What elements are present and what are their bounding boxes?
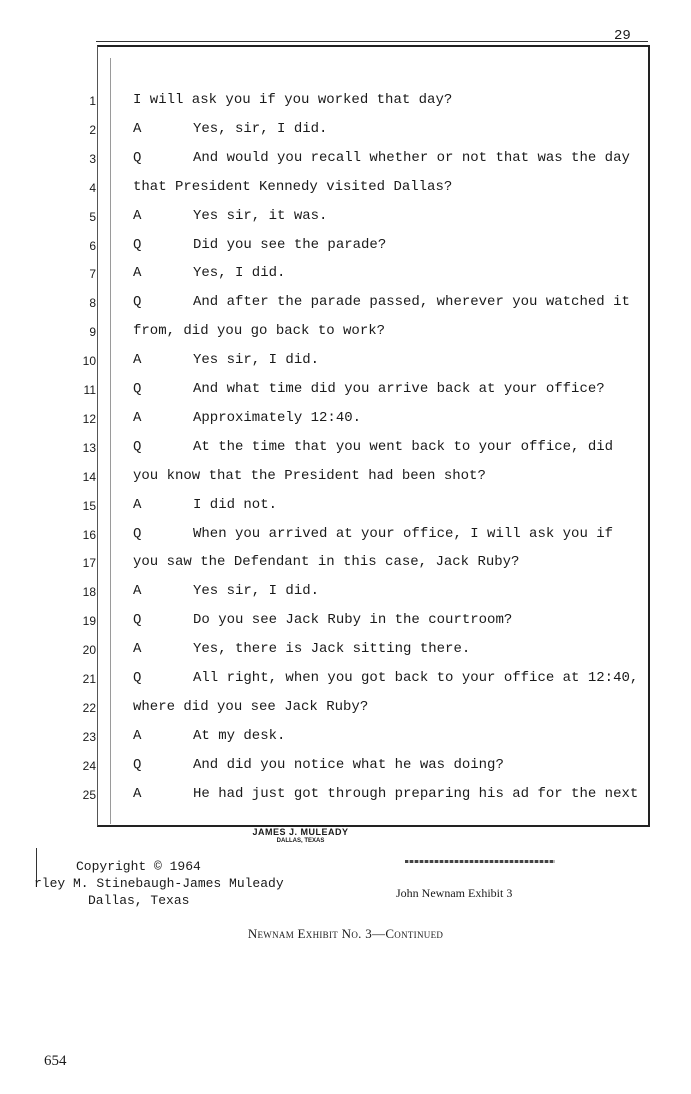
line-text: Approximately 12:40. xyxy=(193,409,362,426)
line-number: 9 xyxy=(89,325,96,340)
line-text: Yes, there is Jack sitting there. xyxy=(193,641,471,658)
reporter-name: JAMES J. MULEADY xyxy=(252,827,349,837)
transcript-line xyxy=(0,524,691,548)
speaker-label: Q xyxy=(133,236,142,253)
speaker-label: A xyxy=(133,727,142,744)
transcript-line xyxy=(0,148,691,172)
line-text: I will ask you if you worked that day? xyxy=(133,92,453,108)
redacted-scribble xyxy=(405,860,555,863)
transcript-line xyxy=(0,292,691,316)
line-text: And did you notice what he was doing? xyxy=(193,756,504,773)
line-text: Did you see the parade? xyxy=(193,236,387,253)
line-number: 8 xyxy=(89,296,96,311)
line-number: 3 xyxy=(89,151,96,166)
speaker-label: A xyxy=(133,352,142,369)
line-number: 17 xyxy=(82,556,96,571)
line-text: that President Kennedy visited Dallas? xyxy=(133,178,453,195)
transcript-line xyxy=(0,697,691,721)
transcript-line xyxy=(0,379,691,403)
speaker-label: Q xyxy=(133,438,142,455)
line-number: 4 xyxy=(89,180,96,195)
line-text: Do you see Jack Ruby in the courtroom? xyxy=(193,612,513,629)
line-text: At my desk. xyxy=(193,727,286,744)
transcript-line xyxy=(0,263,691,287)
line-number: 6 xyxy=(89,238,96,253)
reporter-stamp xyxy=(0,827,691,844)
speaker-label: Q xyxy=(133,381,142,397)
line-number: 13 xyxy=(82,440,96,455)
line-text: Yes, I did. xyxy=(193,265,286,282)
line-text: He had just got through preparing his ad for the next xyxy=(193,785,639,802)
transcript-line xyxy=(0,206,691,230)
line-number: 12 xyxy=(82,411,96,426)
line-text: you saw the Defendant in this case, Jack Ruby? xyxy=(133,554,520,571)
transcript-line xyxy=(0,784,691,808)
reporter-city: DALLAS, TEXAS xyxy=(276,838,325,844)
transcript-line xyxy=(0,639,691,663)
transcript-line xyxy=(0,437,691,461)
line-number: 25 xyxy=(82,787,96,802)
line-text: I did not. xyxy=(193,496,278,513)
line-number: 1 xyxy=(89,94,96,108)
speaker-label: Q xyxy=(133,294,142,311)
line-number: 24 xyxy=(82,758,96,773)
line-text: At the time that you went back to your office, did xyxy=(193,438,614,455)
transcript-line xyxy=(0,726,691,750)
transcript-line xyxy=(0,755,691,779)
line-number: 7 xyxy=(89,267,96,282)
line-number: 20 xyxy=(82,643,96,658)
exhibit-label: John Newnam Exhibit 3 xyxy=(396,886,513,900)
line-number: 21 xyxy=(82,672,96,686)
speaker-label: A xyxy=(133,207,142,224)
transcript-line xyxy=(0,235,691,259)
speaker-label: A xyxy=(133,409,142,426)
transcript-line xyxy=(0,408,691,432)
copyright-line: Copyright © 1964 xyxy=(76,859,201,874)
line-number: 19 xyxy=(82,614,96,629)
speaker-label: A xyxy=(133,496,142,513)
copyright-block xyxy=(36,858,284,909)
line-number: 15 xyxy=(82,498,96,513)
line-number: 16 xyxy=(82,527,96,542)
transcript-line xyxy=(0,350,691,374)
exhibit-caption: Newnam Exhibit No. 3—Continued xyxy=(247,926,444,941)
line-text: where did you see Jack Ruby? xyxy=(133,698,369,715)
line-text: When you arrived at your office, I will ask you if xyxy=(193,525,614,542)
transcript-line xyxy=(0,177,691,201)
line-number: 18 xyxy=(82,585,96,600)
transcript-line xyxy=(0,466,691,490)
speaker-label: Q xyxy=(133,670,142,686)
transcript-line xyxy=(0,668,691,692)
line-number: 2 xyxy=(89,122,96,137)
copyright-holders: rley M. Stinebaugh-James Muleady xyxy=(34,876,284,891)
line-number: 11 xyxy=(83,383,96,397)
transcript-line xyxy=(0,119,691,143)
line-text: All right, when you got back to your office at 12:40, xyxy=(193,670,639,686)
transcript-line xyxy=(0,495,691,519)
line-number: 22 xyxy=(82,700,96,715)
line-number: 23 xyxy=(82,729,96,744)
line-text: from, did you go back to work? xyxy=(133,323,386,340)
speaker-label: Q xyxy=(133,756,142,773)
line-text: And after the parade passed, wherever you watched it xyxy=(193,294,630,311)
transcript-page-number: 29 xyxy=(614,28,631,44)
line-text: Yes sir, I did. xyxy=(193,352,320,369)
transcript-line xyxy=(0,581,691,605)
copyright-city: Dallas, Texas xyxy=(88,893,190,908)
volume-page-number: 654 xyxy=(44,1053,67,1069)
speaker-label: A xyxy=(133,583,142,600)
speaker-label: Q xyxy=(133,525,142,542)
transcript-line xyxy=(0,90,691,114)
line-number: 14 xyxy=(82,469,96,484)
speaker-label: A xyxy=(133,120,142,137)
speaker-label: A xyxy=(133,785,142,802)
line-number: 5 xyxy=(89,209,96,224)
line-number: 10 xyxy=(82,354,96,369)
line-text: Yes sir, it was. xyxy=(193,207,328,224)
transcript-line xyxy=(0,321,691,345)
line-text: Yes sir, I did. xyxy=(193,583,320,600)
line-text: you know that the President had been shot? xyxy=(133,467,486,484)
line-text: And what time did you arrive back at your office? xyxy=(193,381,605,397)
transcript-line xyxy=(0,610,691,634)
speaker-label: Q xyxy=(133,612,142,629)
line-text: Yes, sir, I did. xyxy=(193,120,328,137)
line-text: And would you recall whether or not that was the day xyxy=(193,149,630,166)
frame-top-rule xyxy=(96,41,648,43)
transcript-line xyxy=(0,552,691,576)
speaker-label: A xyxy=(133,641,142,658)
speaker-label: Q xyxy=(133,149,142,166)
speaker-label: A xyxy=(133,265,142,282)
